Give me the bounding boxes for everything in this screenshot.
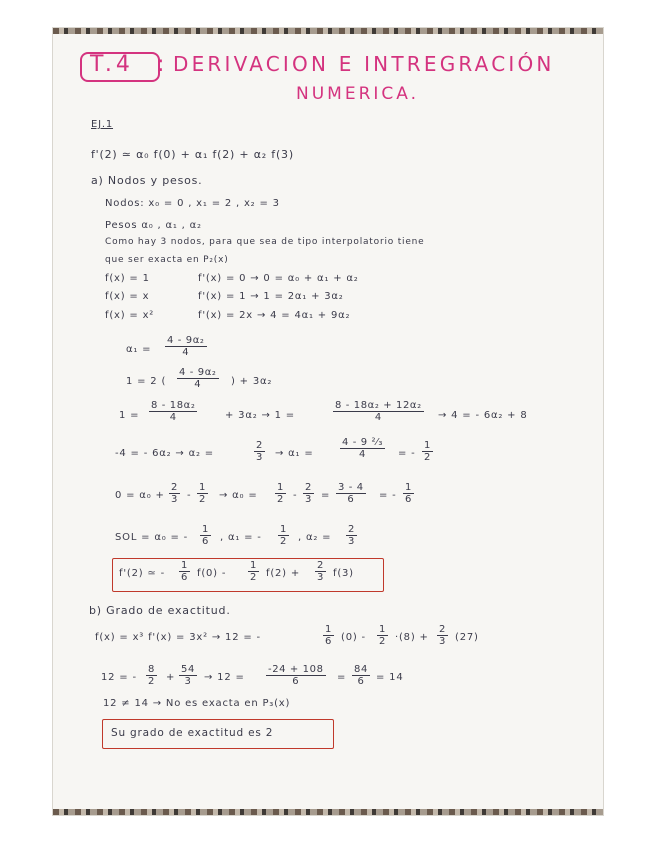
result-mid-2: f(2) + <box>266 568 301 579</box>
fraction-denominator: 2 <box>277 494 284 505</box>
solution-lhs: SOL = α₀ = - <box>115 532 189 543</box>
step-mid: + 3α₂ → 1 = <box>225 410 295 421</box>
cubic-mid-1: (0) - <box>341 632 366 643</box>
fraction-denominator: 3 <box>256 452 263 463</box>
fraction-numerator: 54 <box>181 664 195 675</box>
fraction-numerator: 8 - 18α₂ + 12α₂ <box>335 400 422 411</box>
fraction-numerator: 84 <box>354 664 368 675</box>
fraction-denominator: 6 <box>325 636 332 647</box>
substitution-rhs: ) + 3α₂ <box>231 376 273 387</box>
title-colon: : <box>157 52 169 77</box>
fraction-numerator: 1 <box>325 624 332 635</box>
conclusion-text: Su grado de exactitud es 2 <box>111 727 274 739</box>
result-mid: f(0) - <box>197 568 227 579</box>
title-line-1: DERIVACION E INTREGRACIÓN <box>173 52 555 76</box>
check-rhs: = 14 <box>376 672 404 683</box>
weights-line: Pesos α₀ , α₁ , α₂ <box>105 220 202 231</box>
system-line-3-right: f'(x) = 2x → 4 = 4α₁ + 9α₂ <box>198 310 351 321</box>
alpha1-lhs: α₁ = <box>126 344 152 355</box>
fraction-numerator: 1 <box>379 624 386 635</box>
alpha0-minus-2: - <box>293 490 298 501</box>
fraction-denominator: 2 <box>148 676 155 687</box>
step-lhs: 1 = <box>119 410 140 421</box>
fraction-denominator: 4 <box>194 379 202 390</box>
alpha0-fraction-3 <box>275 482 286 505</box>
fraction-numerator: 4 - 9α₂ <box>167 335 205 346</box>
fraction-denominator: 4 <box>374 412 382 423</box>
solution-mid: , α₁ = - <box>220 532 262 543</box>
fraction-denominator: 2 <box>424 452 431 463</box>
exercise-label: EJ.1 <box>91 119 114 130</box>
fraction-denominator: 6 <box>292 676 300 687</box>
alpha2-lhs: -4 = - 6α₂ → α₂ = <box>115 448 214 459</box>
cubic-fraction-3 <box>437 624 448 647</box>
fraction-numerator: 2 <box>305 482 312 493</box>
alpha0-fraction-6 <box>403 482 414 505</box>
alpha0-minus: - <box>187 490 192 501</box>
result-rhs: f(3) <box>333 568 354 579</box>
alpha0-fraction-2 <box>197 482 208 505</box>
alpha0-eq-2: = - <box>379 490 397 501</box>
explanation-line-2: que ser exacta en P₂(x) <box>105 255 229 265</box>
fraction-numerator: 1 <box>250 560 257 571</box>
fraction-numerator: 1 <box>405 482 412 493</box>
step-fraction-1 <box>149 400 197 423</box>
fraction-numerator: 3 - 4 <box>338 482 364 493</box>
check-fraction-3 <box>266 664 326 687</box>
solution-fraction-3 <box>346 524 357 547</box>
result-fraction-2 <box>248 560 259 583</box>
cubic-fraction-1 <box>323 624 334 647</box>
fraction-denominator: 3 <box>171 494 178 505</box>
check-plus: + <box>166 672 176 683</box>
fraction-denominator: 3 <box>439 636 446 647</box>
fraction-numerator: 1 <box>199 482 206 493</box>
cubic-rhs: (27) <box>455 632 479 643</box>
check-eq: = <box>337 672 347 683</box>
fraction-denominator: 4 <box>359 449 366 460</box>
fraction-numerator: 1 <box>424 440 431 451</box>
alpha0-eq: = <box>321 490 331 501</box>
fraction-numerator: 8 <box>148 664 155 675</box>
alpha1-fraction <box>165 335 207 358</box>
result-fraction-3 <box>315 560 326 583</box>
fraction-denominator: 6 <box>202 536 209 547</box>
fraction-numerator: 8 - 18α₂ <box>151 400 196 411</box>
fraction-numerator: 2 <box>171 482 178 493</box>
fraction-numerator: 2 <box>317 560 324 571</box>
result-fraction-1 <box>179 560 190 583</box>
not-exact-line: 12 ≠ 14 → No es exacta en P₃(x) <box>103 698 291 709</box>
fraction-denominator: 6 <box>347 494 355 505</box>
alpha0-fraction-4 <box>303 482 314 505</box>
fraction-denominator: 2 <box>280 536 287 547</box>
alpha2-fraction <box>254 440 265 463</box>
cubic-fraction-2 <box>377 624 388 647</box>
notebook-page <box>53 28 603 815</box>
system-line-3-left: f(x) = x² <box>105 310 155 321</box>
step-rhs: → 4 = - 6α₂ + 8 <box>438 410 528 421</box>
check-mid: → 12 = <box>204 672 245 683</box>
fraction-denominator: 3 <box>305 494 312 505</box>
solution-fraction-1 <box>200 524 211 547</box>
alpha1-result-fraction <box>422 440 433 463</box>
substitution-fraction <box>177 367 219 390</box>
result-lhs: f'(2) ≃ - <box>119 568 165 579</box>
page-bottom-edge <box>53 809 603 815</box>
topic-tag: T.4 <box>90 52 134 77</box>
fraction-denominator: 2 <box>199 494 206 505</box>
explanation-line-1: Como hay 3 nodos, para que sea de tipo interpolatorio tiene <box>105 237 425 247</box>
title-line-2: NUMERICA. <box>296 84 419 104</box>
system-line-1-right: f'(x) = 0 → 0 = α₀ + α₁ + α₂ <box>198 273 359 284</box>
alpha0-lhs: 0 = α₀ + <box>115 490 165 501</box>
alpha1-value-eq: = - <box>398 448 416 459</box>
fraction-numerator: 1 <box>277 482 284 493</box>
part-a-heading: a) Nodos y pesos. <box>91 174 203 187</box>
fraction-numerator: 1 <box>202 524 209 535</box>
fraction-denominator: 2 <box>250 572 257 583</box>
fraction-denominator: 3 <box>348 536 355 547</box>
fraction-denominator: 3 <box>184 676 192 687</box>
cubic-line-lhs: f(x) = x³ f'(x) = 3x² → 12 = - <box>95 632 261 643</box>
fraction-denominator: 6 <box>405 494 412 505</box>
check-lhs: 12 = - <box>101 672 137 683</box>
alpha0-fraction-1 <box>169 482 180 505</box>
check-fraction-1 <box>146 664 157 687</box>
fraction-numerator: 2 <box>256 440 263 451</box>
fraction-denominator: 6 <box>181 572 188 583</box>
solution-fraction-2 <box>278 524 289 547</box>
alpha0-fraction-5 <box>336 482 366 505</box>
fraction-denominator: 4 <box>169 412 177 423</box>
fraction-numerator: 1 <box>181 560 188 571</box>
formula-line: f'(2) ≃ α₀ f(0) + α₁ f(2) + α₂ f(3) <box>91 148 294 161</box>
alpha0-mid: → α₀ = <box>219 490 258 501</box>
fraction-numerator: 2 <box>439 624 446 635</box>
fraction-numerator: 4 - 9α₂ <box>179 367 217 378</box>
fraction-numerator: -24 + 108 <box>268 664 324 675</box>
solution-mid-2: , α₂ = <box>298 532 332 543</box>
cubic-mid-2: ·(8) + <box>395 632 429 643</box>
system-line-2-left: f(x) = x <box>105 291 150 302</box>
check-fraction-2 <box>179 664 197 687</box>
fraction-numerator: 4 - 9 ²⁄₃ <box>342 437 383 448</box>
substitution-lhs: 1 = 2 ( <box>126 376 167 387</box>
page-top-edge <box>53 28 603 34</box>
fraction-denominator: 4 <box>182 347 190 358</box>
system-line-2-right: f'(x) = 1 → 1 = 2α₁ + 3α₂ <box>198 291 344 302</box>
fraction-denominator: 3 <box>317 572 324 583</box>
fraction-denominator: 6 <box>357 676 365 687</box>
step-fraction-2 <box>333 400 424 423</box>
part-b-heading: b) Grado de exactitud. <box>89 604 231 617</box>
alpha1-value-fraction <box>340 437 385 460</box>
fraction-denominator: 2 <box>379 636 386 647</box>
fraction-numerator: 2 <box>348 524 355 535</box>
alpha2-mid: → α₁ = <box>275 448 314 459</box>
check-fraction-4 <box>352 664 370 687</box>
nodes-line: Nodos: x₀ = 0 , x₁ = 2 , x₂ = 3 <box>105 198 280 209</box>
system-line-1-left: f(x) = 1 <box>105 273 150 284</box>
fraction-numerator: 1 <box>280 524 287 535</box>
